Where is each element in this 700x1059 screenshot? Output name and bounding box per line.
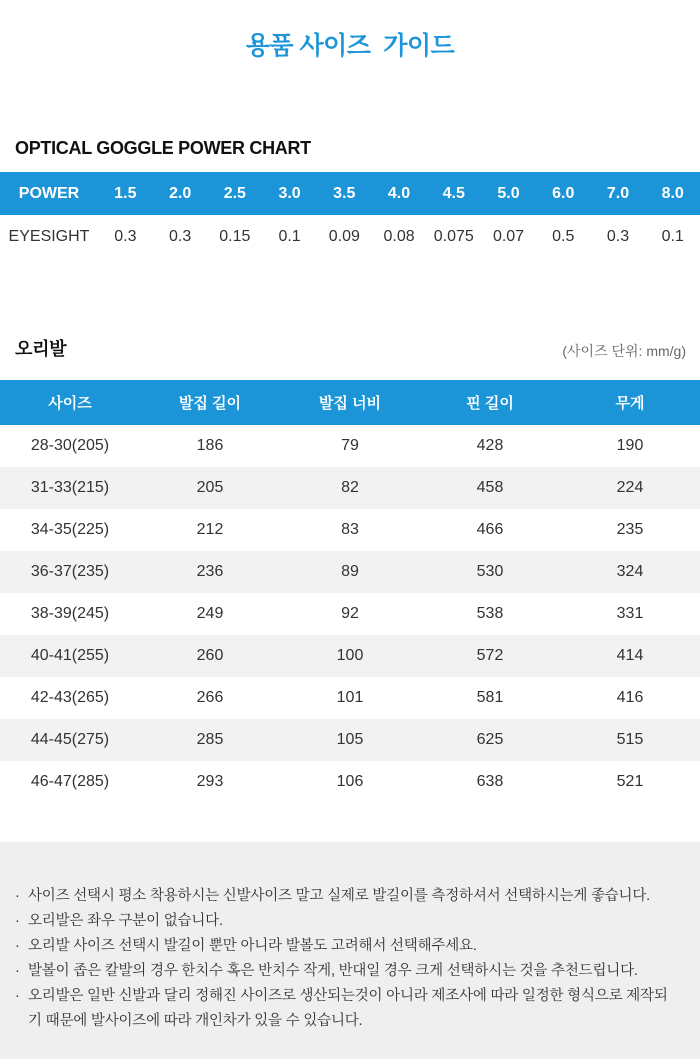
table-cell: 34-35(225)	[30, 521, 110, 538]
table-row	[0, 509, 700, 551]
note-text: 오리발 사이즈 선택시 발길이 뿐만 아니라 발볼도 고려해서 선택해주세요.	[28, 938, 477, 954]
eyesight-value: 0.3	[168, 228, 192, 245]
table-row	[0, 593, 700, 635]
table-cell: 212	[196, 521, 224, 538]
table-cell: 236	[196, 563, 224, 580]
table-cell: 79	[341, 437, 359, 454]
column-header: 발집 길이	[178, 395, 242, 412]
table-cell: 530	[476, 563, 504, 580]
eyesight-value: 0.3	[606, 228, 630, 245]
bullet-dot: ·	[15, 988, 20, 1004]
power-chart-table	[0, 172, 700, 259]
power-value: 6.0	[552, 184, 575, 202]
note-text: 사이즈 선택시 평소 착용하시는 신발사이즈 말고 실제로 발길이를 측정하셔서 선택하시는게 좋습니다.	[28, 888, 651, 904]
bullet-dot: ·	[15, 963, 20, 979]
size-unit-note: (사이즈 단위: mm/g)	[562, 343, 686, 359]
eyesight-row-label: EYESIGHT	[8, 228, 90, 245]
power-chart-heading: OPTICAL GOGGLE POWER CHART	[15, 138, 311, 158]
table-cell: 38-39(245)	[30, 605, 110, 622]
table-cell: 224	[616, 479, 644, 496]
table-cell: 89	[341, 563, 359, 580]
table-cell: 36-37(235)	[30, 563, 110, 580]
table-cell: 82	[341, 479, 359, 496]
table-cell: 414	[616, 647, 644, 664]
table-cell: 205	[196, 479, 224, 496]
table-cell: 285	[196, 731, 224, 748]
table-cell: 581	[476, 689, 504, 706]
table-cell: 324	[616, 563, 644, 580]
table-cell: 428	[476, 437, 504, 454]
table-cell: 572	[476, 647, 504, 664]
note-text: 발볼이 좁은 칼발의 경우 한치수 혹은 반치수 작게, 반대일 경우 크게 선택하시는 것을 추천드립니다.	[28, 963, 638, 979]
notes-section	[0, 842, 700, 1059]
bullet-dot: ·	[15, 938, 20, 954]
table-cell: 105	[336, 731, 364, 748]
power-value: 2.0	[168, 184, 192, 202]
note-item	[15, 959, 676, 984]
eyesight-value: 0.3	[114, 228, 137, 245]
table-cell: 538	[476, 605, 504, 622]
bullet-dot: ·	[15, 913, 20, 929]
eyesight-value: 0.5	[552, 228, 575, 245]
page-title: 용품 사이즈 가이드	[245, 32, 455, 60]
power-value: 5.0	[497, 184, 520, 202]
fins-heading: 오리발	[15, 339, 67, 359]
fins-section	[0, 338, 700, 803]
table-cell: 293	[196, 773, 224, 790]
power-value: 4.5	[442, 184, 465, 202]
column-header: 발집 너비	[318, 395, 382, 412]
eyesight-value: 0.07	[492, 228, 525, 245]
bullet-dot: ·	[15, 888, 20, 904]
eyesight-value: 0.08	[383, 228, 415, 245]
table-cell: 515	[616, 731, 644, 748]
table-row	[0, 761, 700, 803]
table-cell: 190	[616, 437, 644, 454]
eyesight-value: 0.15	[219, 228, 251, 245]
power-value: 3.5	[333, 184, 356, 202]
table-cell: 44-45(275)	[30, 731, 110, 748]
table-cell: 249	[196, 605, 224, 622]
table-cell: 83	[341, 521, 359, 538]
power-row-label: POWER	[18, 184, 80, 202]
power-value: 2.5	[223, 184, 246, 202]
table-row	[0, 677, 700, 719]
note-item	[15, 984, 676, 1034]
eyesight-value: 0.1	[661, 228, 684, 245]
power-value: 4.0	[387, 184, 411, 202]
note-text: 오리발은 일반 신발과 달리 정해진 사이즈로 생산되는것이 아니라 제조사에 따라 일정한 형식으로 제작되기 때문에 발사이즈에 따라 개인차가 있을 수 있습니다.	[28, 988, 668, 1029]
table-cell: 416	[616, 689, 644, 706]
table-cell: 186	[196, 437, 224, 454]
table-cell: 266	[196, 689, 224, 706]
column-header: 사이즈	[48, 395, 92, 412]
table-cell: 92	[341, 605, 359, 622]
table-cell: 31-33(215)	[30, 479, 110, 496]
fins-size-table	[0, 380, 700, 803]
table-cell: 625	[476, 731, 504, 748]
table-row	[0, 467, 700, 509]
table-cell: 260	[196, 647, 224, 664]
table-cell: 235	[616, 521, 644, 538]
table-cell: 40-41(255)	[30, 647, 110, 664]
table-cell: 458	[476, 479, 504, 496]
power-value: 3.0	[278, 184, 301, 202]
power-header-row	[0, 172, 700, 215]
table-row	[0, 551, 700, 593]
power-value: 1.5	[114, 184, 137, 202]
eyesight-row	[0, 215, 700, 259]
note-item	[15, 934, 676, 959]
power-value: 8.0	[661, 184, 684, 202]
table-row	[0, 635, 700, 677]
table-cell: 638	[476, 773, 504, 790]
power-value: 7.0	[606, 184, 630, 202]
table-cell: 42-43(265)	[30, 689, 110, 706]
eyesight-value: 0.1	[278, 228, 301, 245]
power-chart-section	[0, 137, 700, 259]
table-cell: 466	[476, 521, 504, 538]
table-cell: 106	[336, 773, 364, 790]
column-header: 핀 길이	[466, 395, 514, 412]
table-cell: 100	[336, 647, 364, 664]
table-cell: 521	[616, 773, 644, 790]
note-text: 오리발은 좌우 구분이 없습니다.	[28, 913, 223, 929]
column-header: 무게	[615, 395, 645, 412]
table-cell: 46-47(285)	[30, 773, 110, 790]
fins-header-row	[0, 380, 700, 425]
fins-heading-row	[0, 338, 700, 360]
table-row	[0, 719, 700, 761]
table-cell: 331	[616, 605, 644, 622]
note-item	[15, 884, 676, 909]
table-cell: 28-30(205)	[30, 437, 110, 454]
note-item	[15, 909, 676, 934]
table-row	[0, 425, 700, 467]
eyesight-value: 0.075	[433, 228, 474, 245]
table-cell: 101	[336, 689, 364, 706]
eyesight-value: 0.09	[328, 228, 360, 245]
